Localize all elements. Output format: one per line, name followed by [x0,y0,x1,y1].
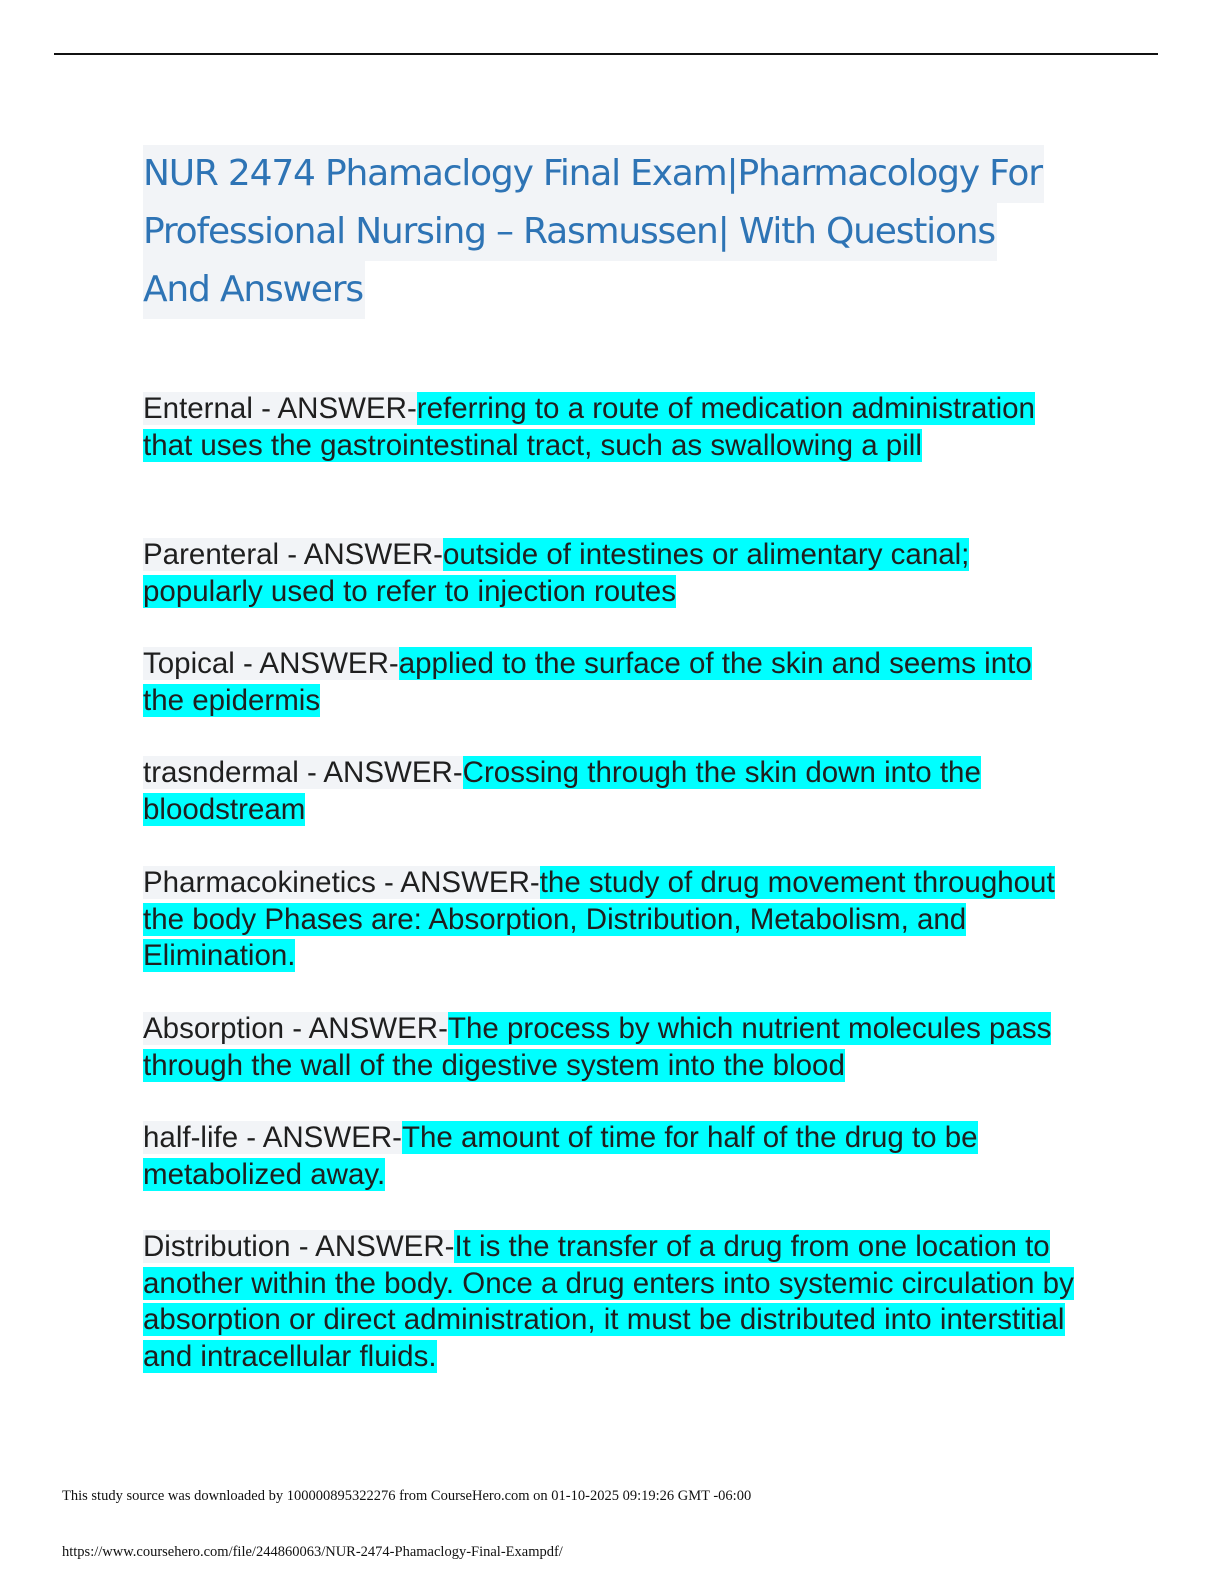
answer-label: ANSWER- [277,392,417,425]
entry-term: Distribution - [143,1230,316,1263]
qa-entry-transdermal [143,755,1063,828]
entry-term: Topical - [143,647,260,680]
entry-definition: It is the transfer of a drug from one location to another within the body. Once a drug enters into systemic circulation by absorption or direct administration, it must be distributed into interstitial and intracellular fluids. [143,1230,1074,1373]
source-url-link[interactable]: https://www.coursehero.com/file/244860063/NUR-2474-Phamaclogy-Final-Exampdf/ [62,1544,563,1560]
entry-definition: outside of intestines or alimentary canal; popularly used to refer to injection routes [143,538,970,608]
entry-definition: applied to the surface of the skin and seems into the epidermis [143,647,1032,717]
top-divider-rule [54,53,1158,55]
title-line-1: NUR 2474 Phamaclogy Final Exam|Pharmacology For [143,145,1044,203]
entry-term: Pharmacokinetics - [143,866,401,899]
entry-term: Parenteral - [143,538,304,571]
answer-label: ANSWER- [308,1012,448,1045]
title-line-3: And Answers [143,261,365,319]
entry-term: Enternal - [143,392,278,425]
qa-entry-distribution [143,1229,1083,1375]
answer-label: ANSWER- [262,1121,402,1154]
entry-definition: Crossing through the skin down into the bloodstream [143,756,981,826]
qa-entry-parenteral [143,537,1063,610]
entry-term: half-life - [143,1121,263,1154]
entry-definition: The process by which nutrient molecules pass through the wall of the digestive system into the blood [143,1012,1052,1082]
answer-label: ANSWER- [303,538,444,571]
qa-entry-enternal [143,391,1063,464]
entry-definition: The amount of time for half of the drug to be metabolized away. [143,1121,978,1191]
qa-entry-topical [143,646,1063,719]
entry-term: Absorption - [143,1012,309,1045]
entry-definition: referring to a route of medication administration that uses the gastrointestinal tract, such as swallowing a pill [143,392,1035,462]
document-title [143,145,1083,319]
answer-label: ANSWER- [323,756,463,789]
answer-label: ANSWER- [315,1230,455,1263]
qa-entry-half-life [143,1120,1063,1193]
entry-term: trasndermal - [143,756,324,789]
download-source-note: This study source was downloaded by 100000895322276 from CourseHero.com on 01-10-2025 09:19:26 GMT -06:00 [62,1488,752,1504]
qa-entry-pharmacokinetics [143,865,1063,975]
answer-label: ANSWER- [400,866,540,899]
title-line-2: Professional Nursing – Rasmussen| With Questions [143,203,997,261]
entry-definition: the study of drug movement throughout the body Phases are: Absorption, Distribution, Metabolism, and Elimination. [143,866,1055,972]
qa-entry-absorption [143,1011,1063,1084]
answer-label: ANSWER- [259,647,399,680]
